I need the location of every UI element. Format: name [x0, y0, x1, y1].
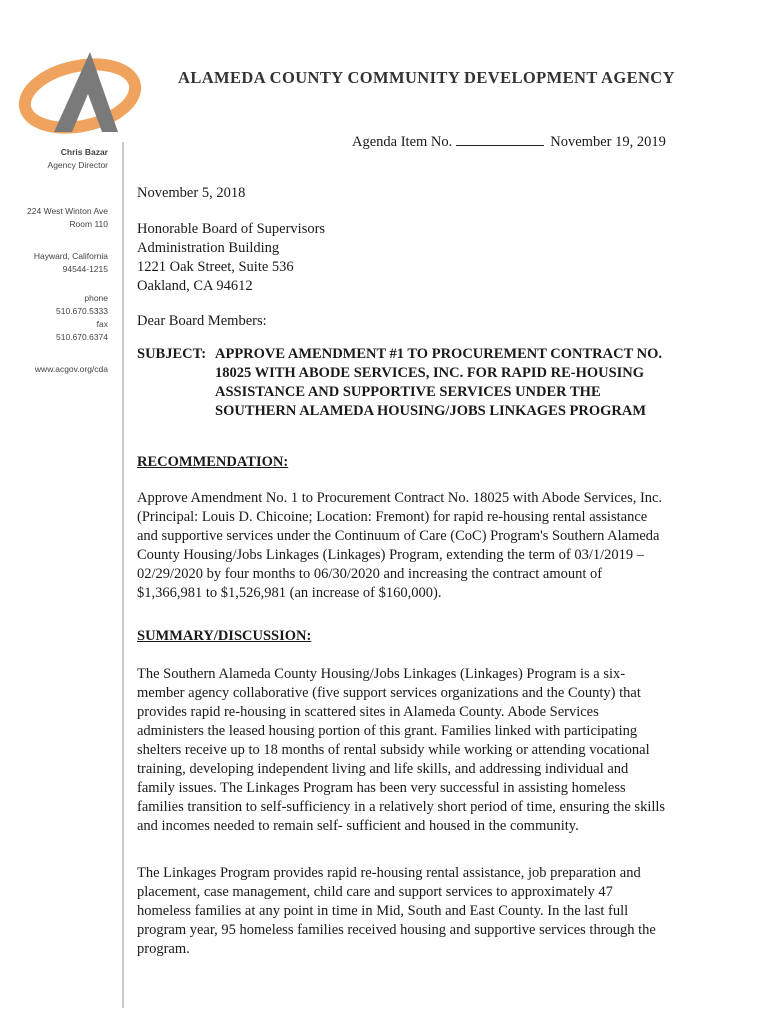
subject-block: [137, 345, 667, 421]
director-name: Chris Bazar: [60, 147, 108, 157]
recipient-line: 1221 Oak Street, Suite 536: [137, 259, 294, 275]
summary-paragraph-1: The Southern Alameda County Housing/Jobs Linkages (Linkages) Program is a six-member agency collaborative (five support services organizations and the County) that provides rapid re-housing in scattered sites in Alameda County. Abode Services administers the leased housing portion of this grant. Families linked with participating shelters receive up to 18 months of rental subsidy while working or attending vocational training, developing independent living and life skills, and addressing individual and family issues. The Linkages Program has been very successful in assisting homeless families transition to self-sufficiency in a relatively short period of time, ensuring the skills and incomes needed to remain self- sufficient and housed in the community.: [137, 666, 666, 834]
sidebar-divider: [122, 142, 124, 1008]
letter-date: November 5, 2018: [137, 185, 246, 201]
contact-block: [0, 292, 108, 344]
city-block: [0, 250, 108, 276]
agenda-number-blank: [456, 133, 544, 146]
summary-heading: SUMMARY/DISCUSSION:: [137, 628, 312, 644]
recommendation-paragraph: Approve Amendment No. 1 to Procurement Contract No. 18025 with Abode Services, Inc. (Principal: Louis D. Chicoine; Location: Fremont) for rapid re-housing rental assistance and supportive services under the Continuum of Care (CoC) Program's Southern Alameda County Housing/Jobs Linkages (Linkages) Program, extending the term of 03/1/2019 – 02/29/2020 by four months to 06/30/2020 and increasing the contract amount of $1,366,981 to $1,526,981 (an increase of $160,000).: [137, 490, 663, 601]
agenda-date: November 19, 2019: [550, 134, 666, 150]
recipient-address: [137, 220, 667, 296]
fax-label: fax: [96, 319, 108, 329]
address-block: [0, 205, 108, 231]
agenda-label: Agenda Item No.: [352, 134, 453, 150]
city-line-2: 94544-1215: [62, 264, 108, 274]
subject-label: SUBJECT:: [137, 346, 207, 362]
address-line-1: 224 West Winton Ave: [27, 206, 108, 216]
agenda-line: [352, 133, 666, 151]
city-line-1: Hayward, California: [33, 251, 108, 261]
address-line-2: Room 110: [69, 219, 108, 229]
fax-number: 510.670.6374: [56, 332, 108, 342]
director-title: Agency Director: [47, 160, 108, 170]
recipient-line: Honorable Board of Supervisors: [137, 221, 326, 237]
summary-paragraph-2: The Linkages Program provides rapid re-housing rental assistance, job preparation and placement, case management, child care and support services to approximately 47 homeless families at any point in time in Mid, South and East County. In the last full program year, 95 homeless families received housing and supportive services through the program.: [137, 865, 656, 957]
website-link[interactable]: www.acgov.org/cda: [34, 364, 108, 374]
triangle-swoosh-logo-icon: [18, 44, 158, 136]
phone-label: phone: [84, 293, 108, 303]
recipient-line: Oakland, CA 94612: [137, 278, 253, 294]
salutation: Dear Board Members:: [137, 313, 267, 329]
phone-number: 510.670.5333: [56, 306, 108, 316]
subject-text: APPROVE AMENDMENT #1 TO PROCUREMENT CONTRACT NO. 18025 WITH ABODE SERVICES, INC. FOR RAPID RE-HOUSING ASSISTANCE AND SUPPORTIVE SERVICES UNDER THE SOUTHERN ALAMEDA HOUSING/JOBS LINKAGES PROGRAM: [215, 346, 662, 419]
agency-name: ALAMEDA COUNTY COMMUNITY DEVELOPMENT AGENCY: [178, 68, 675, 87]
recipient-line: Administration Building: [137, 240, 280, 256]
recommendation-heading: RECOMMENDATION:: [137, 454, 289, 470]
director-block: [0, 146, 108, 172]
